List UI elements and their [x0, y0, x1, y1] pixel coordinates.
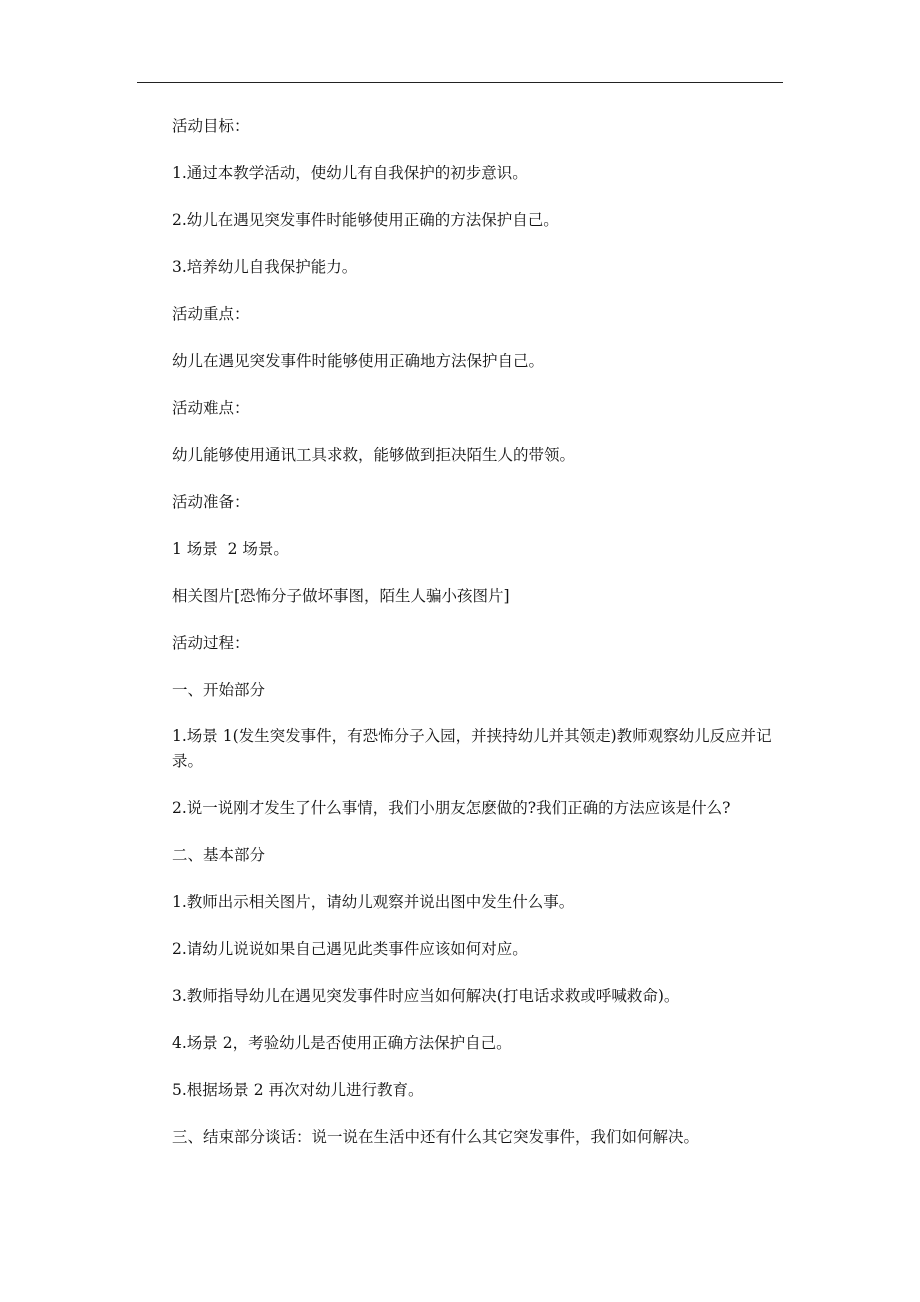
- header-rule: [137, 82, 783, 83]
- heading-activity-goals: 活动目标：: [172, 117, 250, 135]
- section-start: 一、开始部分: [172, 681, 266, 699]
- start-item-1: 1.场景 1(发生突发事件，有恐怖分子入园，并挟持幼儿并其领走)教师观察幼儿反应并记录。: [172, 727, 772, 770]
- start-item-2: 2.说一说刚才发生了什么事情，我们小朋友怎麽做的?我们正确的方法应该是什么?: [172, 799, 731, 817]
- basic-item-4: 4.场景 2，考验幼儿是否使用正确方法保护自己。: [172, 1034, 512, 1052]
- basic-item-2: 2.请幼儿说说如果自己遇见此类事件应该如何对应。: [172, 940, 528, 958]
- preparation-pictures: 相关图片[恐怖分子做坏事图，陌生人骗小孩图片]: [172, 587, 510, 605]
- document-body: [172, 113, 784, 1150]
- goal-item-3: 3.培养幼儿自我保护能力。: [172, 258, 358, 276]
- basic-item-3: 3.教师指导幼儿在遇见突发事件时应当如何解决(打电话求救或呼喊救命)。: [172, 987, 680, 1005]
- basic-item-5: 5.根据场景 2 再次对幼儿进行教育。: [172, 1081, 424, 1099]
- key-point-text: 幼儿在遇见突发事件时能够使用正确地方法保护自己。: [172, 352, 545, 370]
- section-basic: 二、基本部分: [172, 846, 266, 864]
- difficulty-text: 幼儿能够使用通讯工具求救，能够做到拒决陌生人的带领。: [172, 446, 576, 464]
- preparation-scenes: 1 场景 2 场景。: [172, 540, 289, 558]
- basic-item-1: 1.教师出示相关图片，请幼儿观察并说出图中发生什么事。: [172, 893, 575, 911]
- heading-process: 活动过程：: [172, 634, 250, 652]
- heading-preparation: 活动准备：: [172, 493, 250, 511]
- goal-item-2: 2.幼儿在遇见突发事件时能够使用正确的方法保护自己。: [172, 211, 559, 229]
- heading-key-points: 活动重点：: [172, 305, 250, 323]
- heading-difficulties: 活动难点：: [172, 399, 250, 417]
- section-closing: 三、结束部分谈话：说一说在生活中还有什么其它突发事件，我们如何解决。: [172, 1128, 700, 1146]
- goal-item-1: 1.通过本教学活动，使幼儿有自我保护的初步意识。: [172, 164, 528, 182]
